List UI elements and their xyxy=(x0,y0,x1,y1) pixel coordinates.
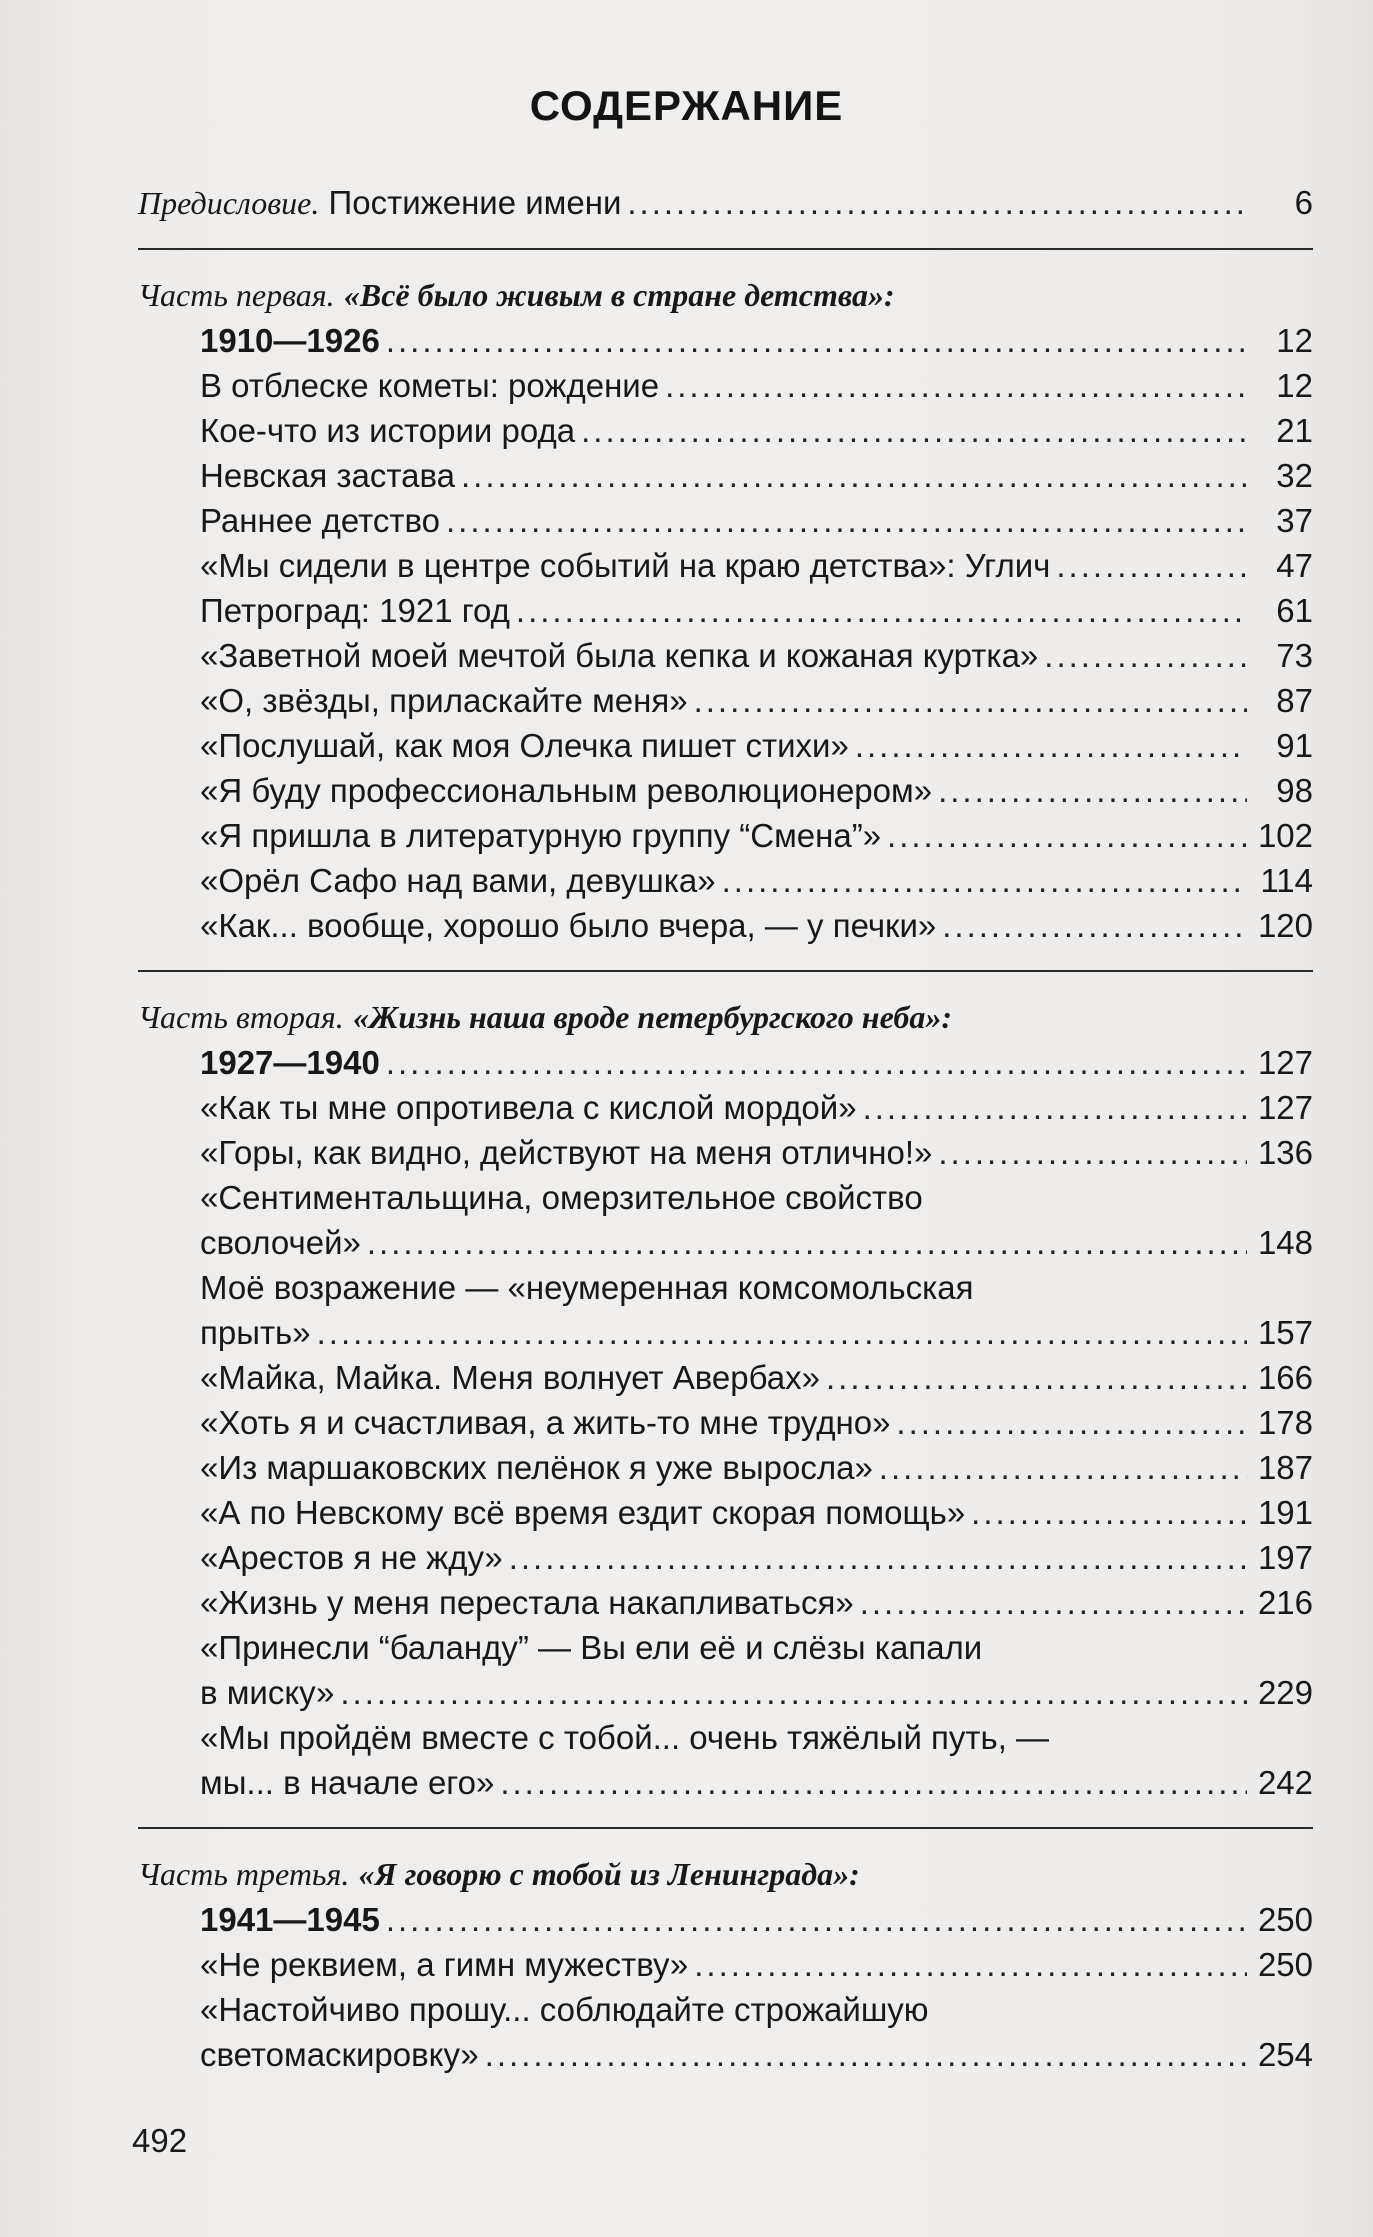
entry-title: Невская застава xyxy=(200,457,455,494)
toc-entry xyxy=(138,1085,1313,1130)
leader-dots xyxy=(446,498,1247,543)
page-number: 87 xyxy=(1276,682,1313,719)
page-number: 73 xyxy=(1276,637,1313,674)
toc-entry-multiline xyxy=(138,1265,1313,1355)
part-lead: Часть вторая. xyxy=(138,999,344,1035)
entry-title: светомаскировку» xyxy=(200,2036,479,2073)
entry-title-line1: Моё возражение — «неумеренная комсомольская xyxy=(200,1269,974,1306)
entry-title: прыть» xyxy=(200,1314,311,1351)
leader-dots xyxy=(1056,543,1247,588)
page-number: 32 xyxy=(1276,457,1313,494)
leader-dots xyxy=(340,1670,1247,1715)
leader-dots xyxy=(855,723,1247,768)
entry-title: «А по Невскому всё время ездит скорая помощь» xyxy=(200,1494,966,1531)
toc-entry-multiline xyxy=(138,1625,1313,1715)
entry-title: Петроград: 1921 год xyxy=(200,592,510,629)
toc-entry xyxy=(138,678,1313,723)
entry-title: «Горы, как видно, действуют на меня отлично!» xyxy=(200,1134,933,1171)
page-number: 98 xyxy=(1276,772,1313,809)
page-number: 120 xyxy=(1257,907,1313,944)
page-number: 250 xyxy=(1257,1901,1313,1938)
leader-dots xyxy=(516,588,1247,633)
leader-dots xyxy=(826,1355,1247,1400)
toc-entry xyxy=(138,858,1313,903)
entry-title: «Я пришла в литературную группу “Смена”» xyxy=(200,817,882,854)
leader-dots xyxy=(896,1400,1247,1445)
entry-title: сволочей» xyxy=(200,1224,361,1261)
entry-title: «Как... вообще, хорошо было вчера, — у печки» xyxy=(200,907,937,944)
toc-entry xyxy=(138,408,1313,453)
leader-dots xyxy=(367,1220,1247,1265)
toc-entry xyxy=(138,723,1313,768)
leader-dots xyxy=(485,2032,1247,2077)
part-name: «Я говорю с тобой из Ленинграда»: xyxy=(358,1856,860,1892)
toc-entry xyxy=(138,1942,1313,1987)
page-number: 166 xyxy=(1257,1359,1313,1396)
page-number: 191 xyxy=(1257,1494,1313,1531)
toc-entry xyxy=(138,363,1313,408)
preface-lead: Предисловие. xyxy=(138,185,320,221)
page-number: 127 xyxy=(1257,1089,1313,1126)
leader-dots xyxy=(863,1085,1247,1130)
page-title: СОДЕРЖАНИЕ xyxy=(529,82,844,129)
page-number: 148 xyxy=(1257,1224,1313,1261)
leader-dots xyxy=(581,408,1247,453)
page-number: 157 xyxy=(1257,1314,1313,1351)
part-years-entry xyxy=(138,1897,1313,1942)
preface-title: Постижение имени xyxy=(328,184,622,221)
page-number: 61 xyxy=(1276,592,1313,629)
toc-entry xyxy=(138,543,1313,588)
entry-title-line1: «Настойчиво прошу... соблюдайте строжайшую xyxy=(200,1991,929,2028)
entry-title: В отблеске кометы: рождение xyxy=(200,367,660,404)
entry-title: «Хоть я и счастливая, а жить-то мне трудно» xyxy=(200,1404,891,1441)
page-number: 91 xyxy=(1276,727,1313,764)
part-three xyxy=(138,1851,1313,2077)
page-number: 12 xyxy=(1276,322,1313,359)
part-name: «Жизнь наша вроде петербургского неба»: xyxy=(352,999,952,1035)
table-of-contents xyxy=(138,180,1313,2077)
entry-title: «Я буду профессиональным революционером» xyxy=(200,772,933,809)
page-number: 250 xyxy=(1257,1946,1313,1983)
part-name: «Всё было живым в стране детства»: xyxy=(343,277,895,313)
toc-entry xyxy=(138,453,1313,498)
part-lead: Часть первая. xyxy=(138,277,335,313)
entry-title: «Орёл Сафо над вами, девушка» xyxy=(200,862,716,899)
leader-dots xyxy=(500,1760,1247,1805)
toc-entry xyxy=(138,1400,1313,1445)
page-number: 242 xyxy=(1257,1764,1313,1801)
page-number: 216 xyxy=(1257,1584,1313,1621)
page-number: 178 xyxy=(1257,1404,1313,1441)
part-lead: Часть третья. xyxy=(138,1856,350,1892)
page-number: 37 xyxy=(1276,502,1313,539)
entry-title: Кое-что из истории рода xyxy=(200,412,576,449)
page-number: 127 xyxy=(1257,1044,1313,1081)
leader-dots xyxy=(665,363,1247,408)
entry-title: «Не реквием, а гимн мужеству» xyxy=(200,1946,689,1983)
entry-title: Раннее детство xyxy=(200,502,440,539)
toc-entry-multiline xyxy=(138,1715,1313,1805)
leader-dots xyxy=(971,1490,1247,1535)
page-number: 254 xyxy=(1257,2036,1313,2073)
entry-title: «Жизнь у меня перестала накапливаться» xyxy=(200,1584,854,1621)
page-number: 47 xyxy=(1276,547,1313,584)
part-years-entry xyxy=(138,318,1313,363)
leader-dots xyxy=(694,1942,1247,1987)
toc-entry xyxy=(138,1580,1313,1625)
leader-dots xyxy=(386,1897,1247,1942)
entry-title: «Из маршаковских пелёнок я уже выросла» xyxy=(200,1449,873,1486)
toc-entry xyxy=(138,768,1313,813)
leader-dots xyxy=(386,318,1247,363)
part-heading xyxy=(138,272,1313,318)
folio-page-number: 492 xyxy=(132,2122,188,2159)
toc-entry-multiline xyxy=(138,1987,1313,2077)
part-years: 1941—1945 xyxy=(200,1901,380,1938)
entry-title: «Мы сидели в центре событий на краю детства»: Углич xyxy=(200,547,1051,584)
leader-dots xyxy=(694,678,1247,723)
leader-dots xyxy=(938,768,1247,813)
leader-dots xyxy=(887,813,1247,858)
leader-dots xyxy=(860,1580,1247,1625)
leader-dots xyxy=(938,1130,1247,1175)
toc-entry xyxy=(138,1355,1313,1400)
entry-title: мы... в начале его» xyxy=(200,1764,495,1801)
page-number: 12 xyxy=(1276,367,1313,404)
leader-dots xyxy=(509,1535,1247,1580)
page-number: 21 xyxy=(1276,412,1313,449)
entry-title: «О, звёзды, приласкайте меня» xyxy=(200,682,688,719)
toc-entry xyxy=(138,1445,1313,1490)
entry-title-line1: «Мы пройдём вместе с тобой... очень тяжёлый путь, — xyxy=(200,1719,1050,1756)
toc-entry xyxy=(138,1490,1313,1535)
leader-dots xyxy=(461,453,1247,498)
page-number: 136 xyxy=(1257,1134,1313,1171)
toc-entry xyxy=(138,498,1313,543)
entry-title: «Послушай, как моя Олечка пишет стихи» xyxy=(200,727,849,764)
entry-title-line1: «Принесли “баланду” — Вы ели её и слёзы капали xyxy=(200,1629,983,1666)
entry-title: в миску» xyxy=(200,1674,335,1711)
entry-title: «Заветной моей мечтой была кепка и кожаная куртка» xyxy=(200,637,1039,674)
leader-dots xyxy=(1044,633,1247,678)
part-years: 1910—1926 xyxy=(200,322,380,359)
toc-entry-preface xyxy=(138,180,1313,226)
page-number: 6 xyxy=(1294,184,1313,221)
leader-dots xyxy=(879,1445,1247,1490)
toc-entry xyxy=(138,588,1313,633)
toc-entry xyxy=(138,813,1313,858)
leader-dots xyxy=(627,180,1247,225)
part-heading xyxy=(138,994,1313,1040)
entry-title: «Майка, Майка. Меня волнует Авербах» xyxy=(200,1359,820,1396)
leader-dots xyxy=(317,1310,1247,1355)
page-number: 114 xyxy=(1260,862,1313,899)
part-years: 1927—1940 xyxy=(200,1044,380,1081)
toc-entry xyxy=(138,1130,1313,1175)
toc-entry-multiline xyxy=(138,1175,1313,1265)
leader-dots xyxy=(942,903,1247,948)
page-number: 229 xyxy=(1257,1674,1313,1711)
entry-title-line1: «Сентиментальщина, омерзительное свойство xyxy=(200,1179,923,1216)
toc-entry xyxy=(138,903,1313,948)
page-number: 187 xyxy=(1257,1449,1313,1486)
part-heading xyxy=(138,1851,1313,1897)
leader-dots xyxy=(386,1040,1247,1085)
entry-title: «Арестов я не жду» xyxy=(200,1539,503,1576)
leader-dots xyxy=(722,858,1247,903)
part-one xyxy=(138,272,1313,948)
part-two xyxy=(138,994,1313,1805)
page-number: 102 xyxy=(1257,817,1313,854)
part-years-entry xyxy=(138,1040,1313,1085)
preface-entry-title xyxy=(138,180,621,226)
toc-entry xyxy=(138,633,1313,678)
entry-title: «Как ты мне опротивела с кислой мордой» xyxy=(200,1089,857,1126)
page-number: 197 xyxy=(1257,1539,1313,1576)
toc-entry xyxy=(138,1535,1313,1580)
